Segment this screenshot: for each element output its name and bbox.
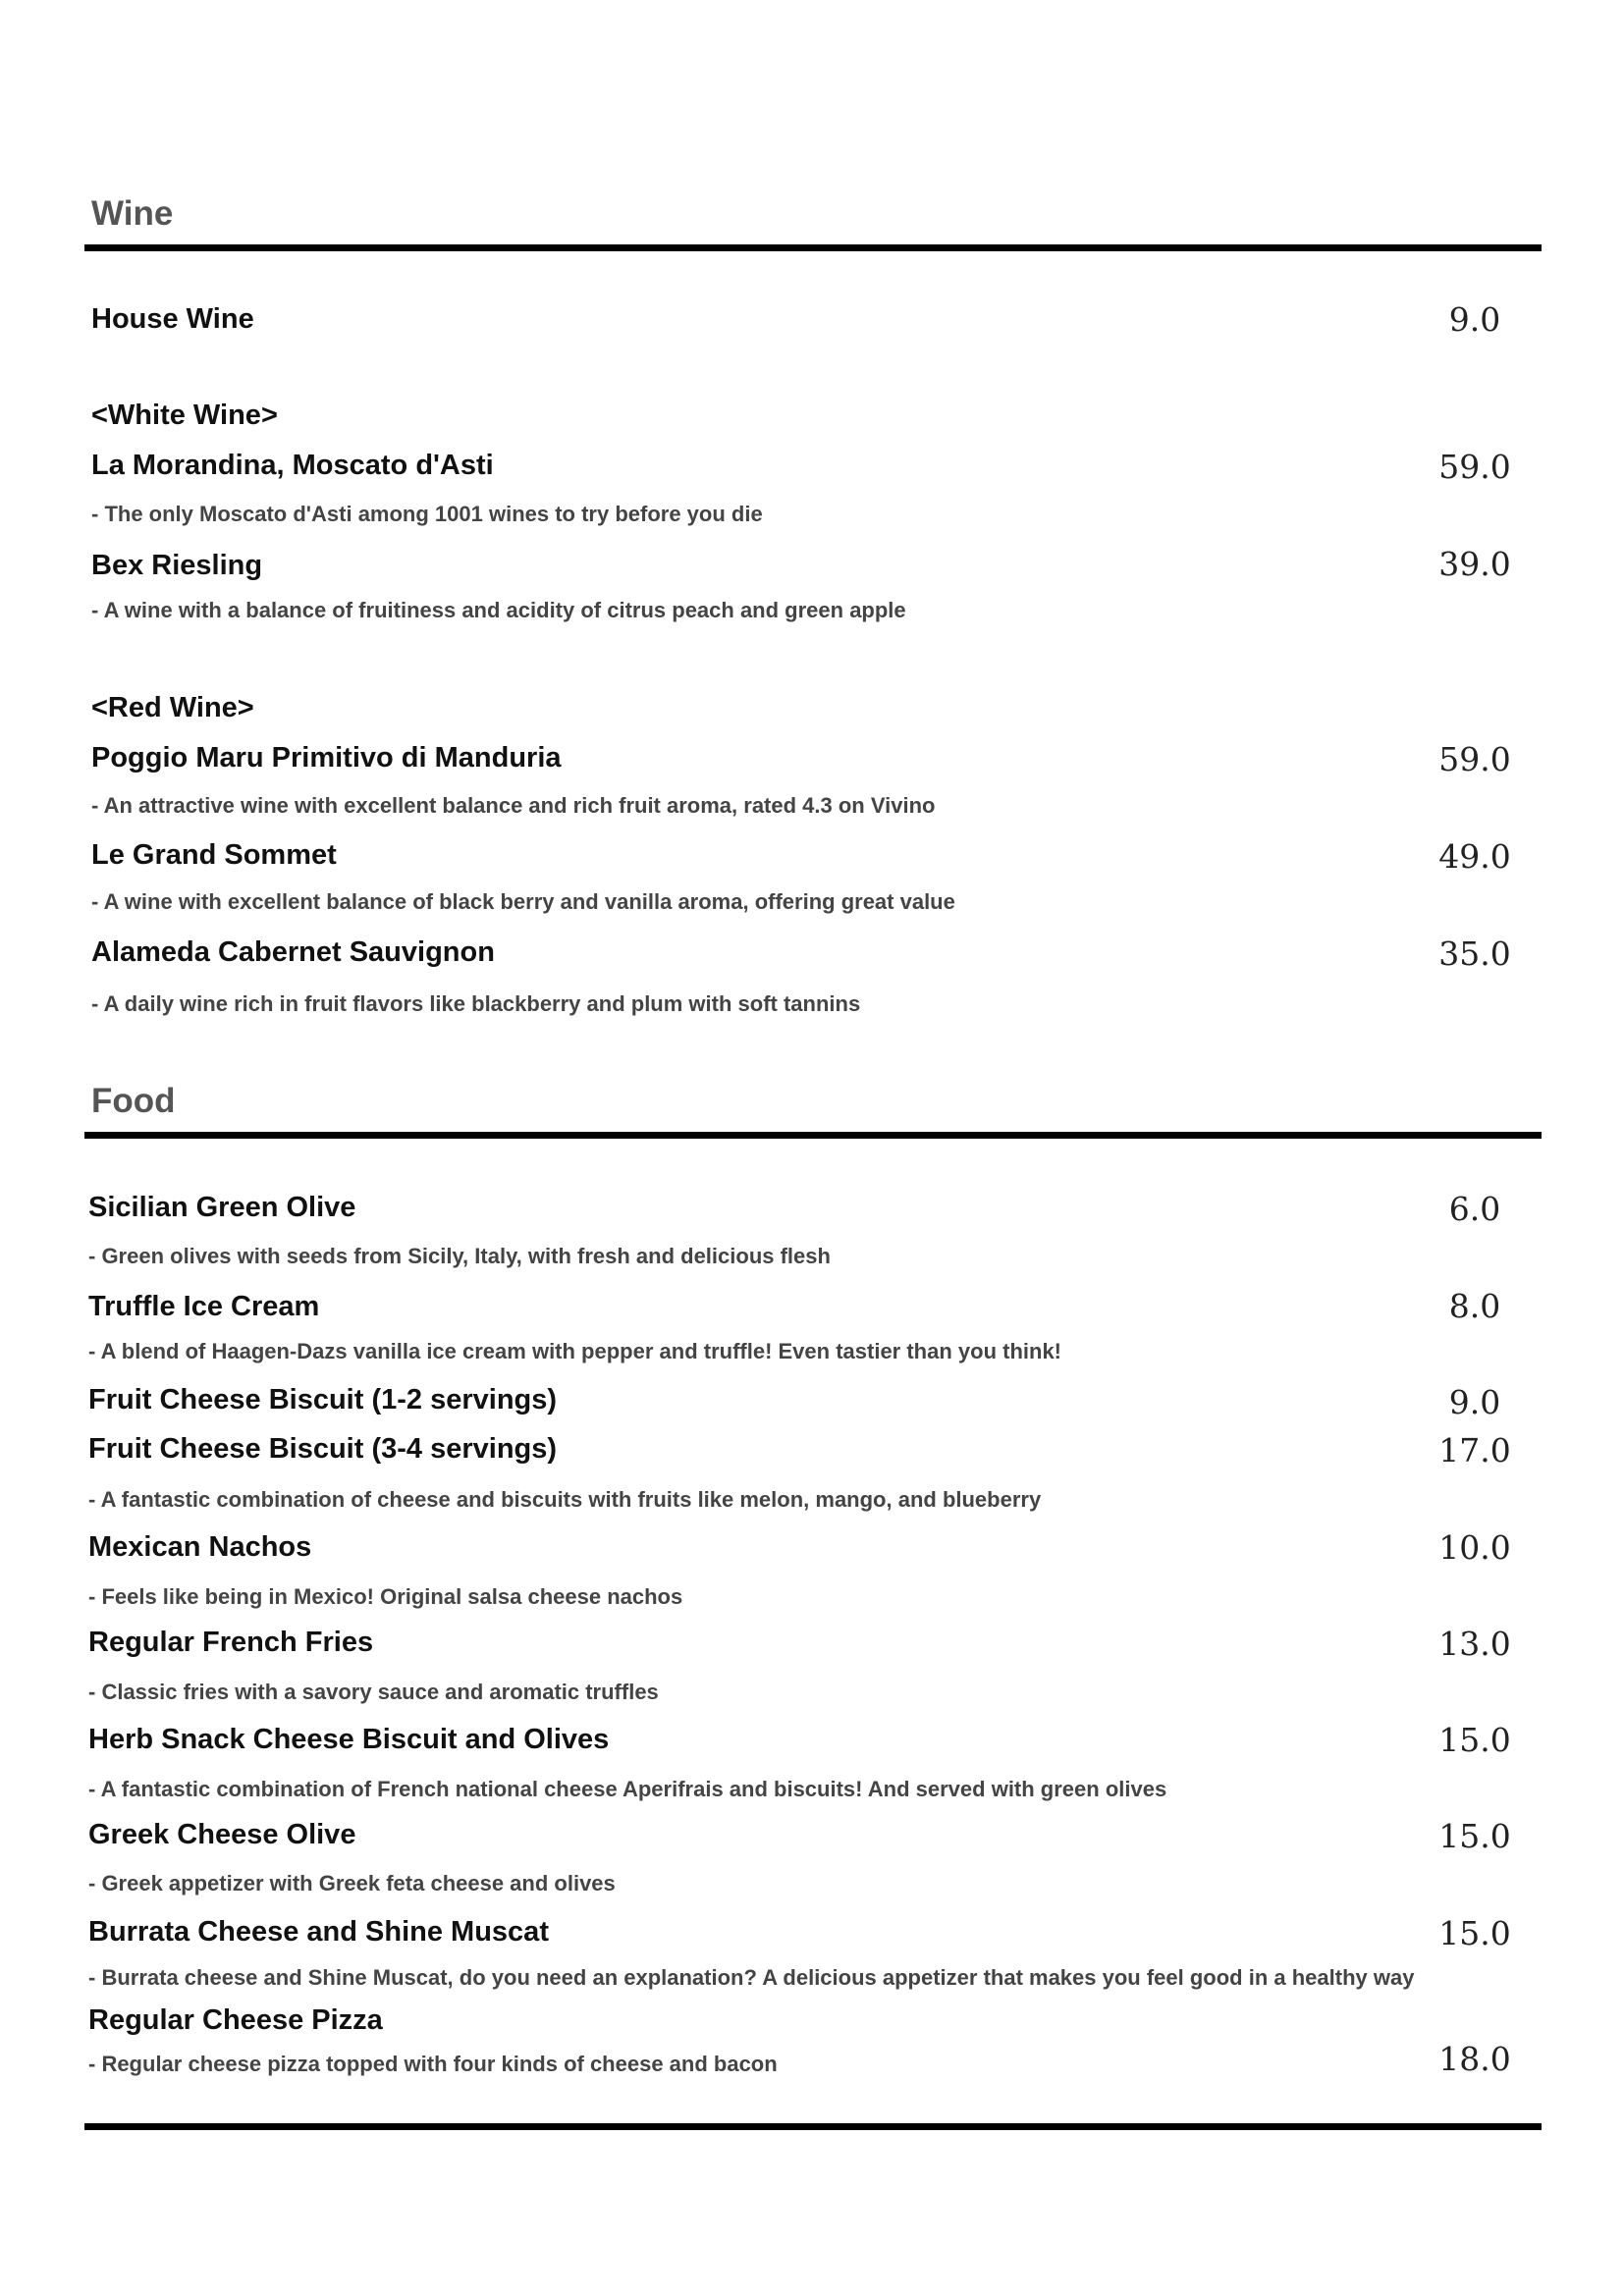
menu-item-description: - Greek appetizer with Greek feta cheese and olives — [88, 1871, 616, 1896]
menu-item-description: - An attractive wine with excellent balance and rich fruit aroma, rated 4.3 on Vivino — [91, 793, 936, 818]
menu-item-price: 15.0 — [1438, 1914, 1511, 1952]
menu-item-description: - The only Moscato d'Asti among 1001 wines to try before you die — [91, 502, 763, 526]
menu-item-description: - A daily wine rich in fruit flavors like blackberry and plum with soft tannins — [91, 991, 861, 1016]
menu-item-description: - Regular cheese pizza topped with four kinds of cheese and bacon — [88, 2052, 778, 2076]
menu-item-description: - Green olives with seeds from Sicily, Italy, with fresh and delicious flesh — [88, 1244, 831, 1268]
menu-item-price: 49.0 — [1438, 837, 1511, 876]
menu-item-description: - A blend of Haagen-Dazs vanilla ice cream with pepper and truffle! Even tastier than you think! — [88, 1339, 1061, 1363]
white-wine-heading: <White Wine> — [91, 400, 278, 431]
menu-item-price: 8.0 — [1448, 1287, 1501, 1325]
menu-item-name: Bex Riesling — [91, 550, 263, 581]
menu-item-price: 59.0 — [1438, 740, 1511, 778]
menu-item-name: Mexican Nachos — [88, 1531, 312, 1563]
menu-item-price: 18.0 — [1438, 2040, 1511, 2078]
menu-item-name: Burrata Cheese and Shine Muscat — [88, 1916, 549, 1948]
menu-item-description: - Burrata cheese and Shine Muscat, do you need an explanation? A delicious appetizer that makes you feel good in a healthy way — [88, 1965, 1415, 1990]
menu-item-description: - A wine with a balance of fruitiness and acidity of citrus peach and green apple — [91, 598, 906, 622]
menu-item-name: La Morandina, Moscato d'Asti — [91, 450, 494, 481]
menu-item-name: Fruit Cheese Biscuit (1-2 servings) — [88, 1384, 558, 1415]
menu-item-name: Alameda Cabernet Sauvignon — [91, 936, 495, 968]
menu-bottom-divider — [84, 2123, 1542, 2130]
menu-item-price: 35.0 — [1438, 934, 1511, 973]
menu-item-name: Herb Snack Cheese Biscuit and Olives — [88, 1724, 610, 1755]
food-section-divider — [84, 1132, 1542, 1139]
menu-item-name: Poggio Maru Primitivo di Manduria — [91, 742, 562, 774]
menu-item-price: 6.0 — [1448, 1190, 1501, 1228]
menu-item-price: 39.0 — [1438, 545, 1511, 583]
menu-item-price: 59.0 — [1438, 448, 1511, 486]
menu-item-name: House Wine — [91, 303, 254, 335]
menu-item-price: 9.0 — [1448, 300, 1501, 339]
menu-item-name: Greek Cheese Olive — [88, 1819, 356, 1850]
menu-item-description: - A wine with excellent balance of black berry and vanilla aroma, offering great value — [91, 889, 955, 914]
menu-item-name: Fruit Cheese Biscuit (3-4 servings) — [88, 1433, 558, 1465]
menu-item-price: 15.0 — [1438, 1817, 1511, 1855]
menu-item-price: 10.0 — [1438, 1528, 1511, 1567]
menu-item-name: Regular French Fries — [88, 1627, 374, 1658]
menu-item-name: Regular Cheese Pizza — [88, 2004, 383, 2036]
menu-item-description: - A fantastic combination of French national cheese Aperifrais and biscuits! And served with green olives — [88, 1777, 1167, 1801]
menu-item-name: Truffle Ice Cream — [88, 1291, 320, 1322]
menu-item-description: - Classic fries with a savory sauce and aromatic truffles — [88, 1680, 659, 1704]
menu-item-name: Le Grand Sommet — [91, 839, 337, 871]
menu-item-description: - Feels like being in Mexico! Original salsa cheese nachos — [88, 1584, 683, 1609]
wine-section-divider — [84, 244, 1542, 251]
food-section-title: Food — [91, 1082, 176, 1120]
menu-item-price: 9.0 — [1448, 1383, 1501, 1421]
menu-item-description: - A fantastic combination of cheese and biscuits with fruits like melon, mango, and blueberry — [88, 1487, 1042, 1512]
menu-item-name: Sicilian Green Olive — [88, 1192, 356, 1223]
menu-item-price: 15.0 — [1438, 1721, 1511, 1759]
menu-item-price: 13.0 — [1438, 1625, 1511, 1663]
wine-section-title: Wine — [91, 194, 174, 233]
menu-item-price: 17.0 — [1438, 1431, 1511, 1469]
red-wine-heading: <Red Wine> — [91, 692, 254, 723]
